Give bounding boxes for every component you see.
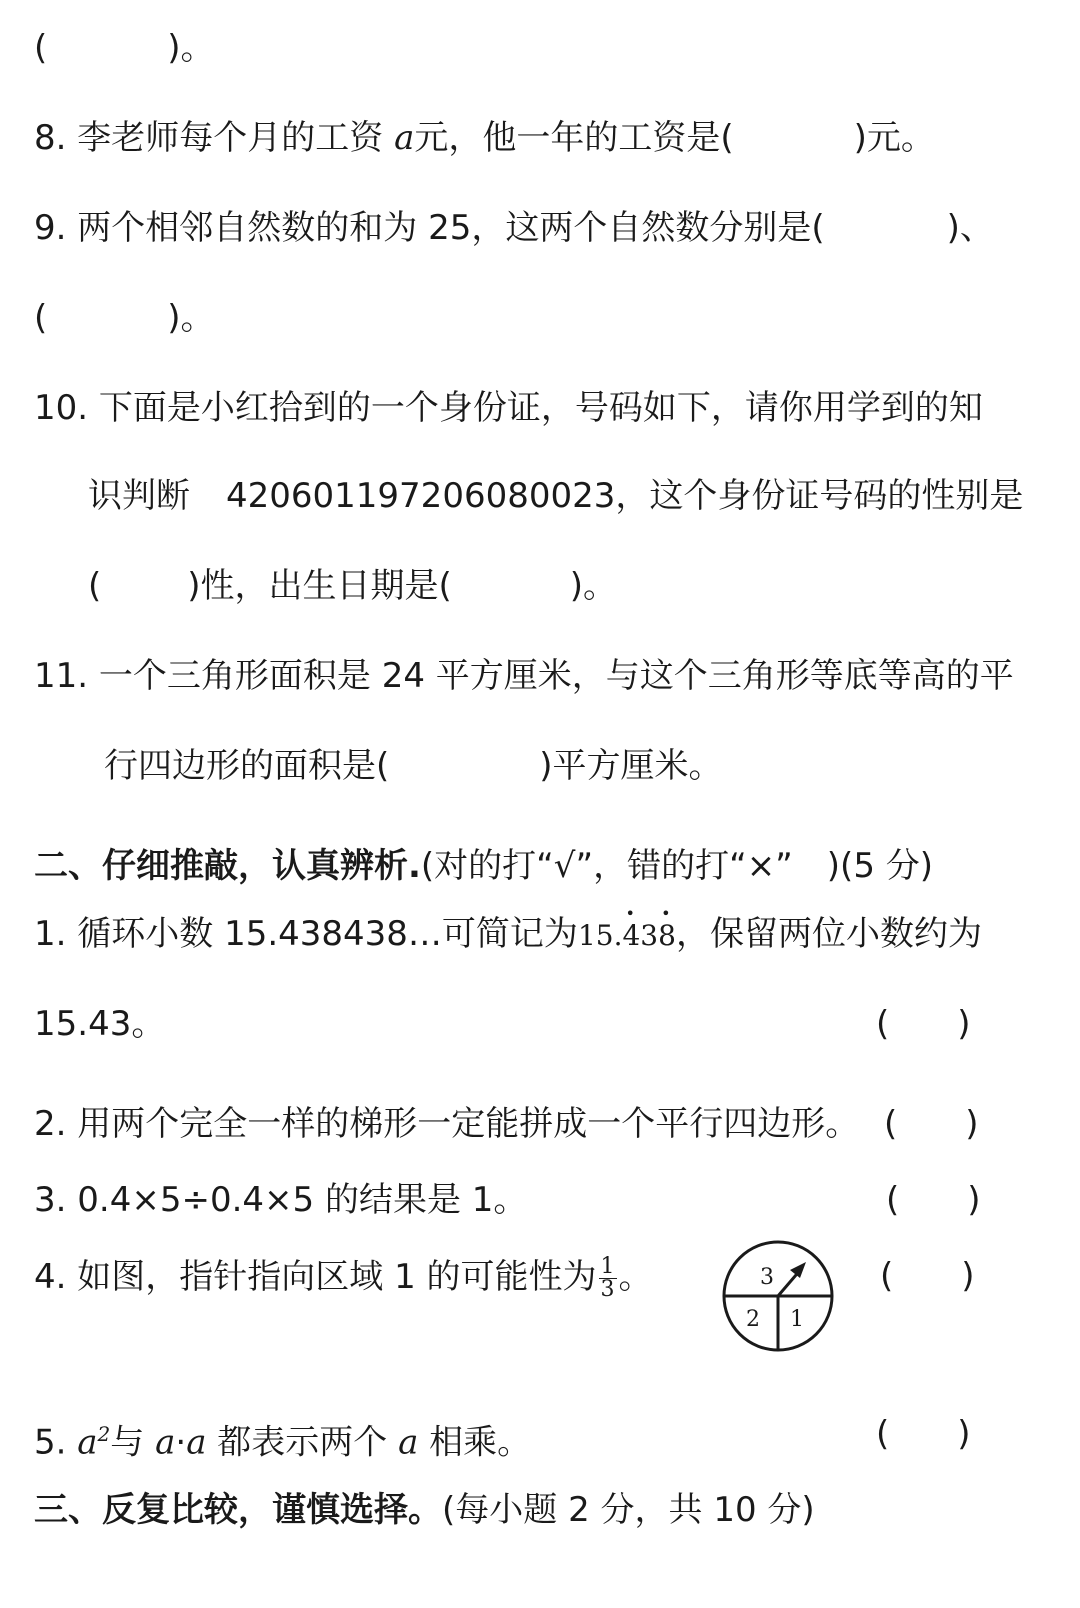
judge-item-2: 2. 用两个完全一样的梯形一定能拼成一个平行四边形。	[34, 1104, 860, 1144]
spinner-label-1: 1	[790, 1307, 804, 1332]
spinner-label-3: 3	[760, 1265, 774, 1290]
judge-item-1-line2: 15.43。	[34, 1004, 166, 1044]
repeating-decimal: 15.• 43• 8	[578, 919, 676, 952]
section-2-note: (对的打“√”，错的打“×” )(5 分)	[420, 846, 934, 886]
question-10: 10. 下面是小红拾到的一个身份证，号码如下，请你用学到的知	[34, 388, 983, 428]
section-3-heading	[34, 1490, 815, 1530]
question-9-cont: ( )。	[34, 298, 215, 338]
question-11-line2: 行四边形的面积是( )平方厘米。	[104, 746, 723, 786]
answer-line-7-cont: ( )。	[34, 28, 215, 68]
judge-item-5: 5. $a^2$与 a·a 都表示两个 a 相乘。	[34, 1422, 532, 1463]
judge-item-3-answer[interactable]: ( )	[886, 1180, 981, 1220]
judge-item-2-answer[interactable]: ( )	[884, 1104, 979, 1144]
judge-item-1-answer[interactable]: ( )	[876, 1004, 971, 1044]
section-2-title: 二、仔细推敲，认真辨析.	[34, 846, 421, 886]
pointer-arrowhead-icon	[790, 1262, 806, 1278]
section-3-note: (每小题 2 分，共 10 分)	[442, 1490, 815, 1530]
id-number: 420601197206080023	[226, 476, 616, 516]
spinner-figure	[716, 1234, 840, 1358]
judge-item-4-answer[interactable]: ( )	[880, 1256, 975, 1296]
question-10-line3: ( )性，出生日期是( )。	[88, 566, 618, 606]
question-9: 9. 两个相邻自然数的和为 25，这两个自然数分别是( )、	[34, 208, 994, 248]
section-3-title: 三、反复比较，谨慎选择。	[34, 1490, 442, 1530]
judge-item-3: 3. 0.4×5÷0.4×5 的结果是 1。	[34, 1180, 528, 1220]
question-11: 11. 一个三角形面积是 24 平方厘米，与这个三角形等底等高的平	[34, 656, 1014, 696]
judge-item-1: 1. 循环小数 15.438438…可简记为15.• 43• 8，保留两位小数约为	[34, 914, 982, 956]
question-8: 8. 李老师每个月的工资 a元，他一年的工资是( )元。	[34, 118, 935, 158]
judge-item-4: 4. 如图，指针指向区域 1 的可能性为 $\frac{1}{3}$ 。	[34, 1254, 653, 1302]
question-10-line2: 识判断 420601197206080023，这个身份证号码的性别是	[88, 476, 1024, 516]
fraction-one-third: $\frac{1}{3}$	[600, 1254, 615, 1302]
spinner-label-2: 2	[746, 1307, 760, 1332]
judge-item-5-answer[interactable]: ( )	[876, 1414, 971, 1454]
section-2-heading	[34, 846, 933, 886]
